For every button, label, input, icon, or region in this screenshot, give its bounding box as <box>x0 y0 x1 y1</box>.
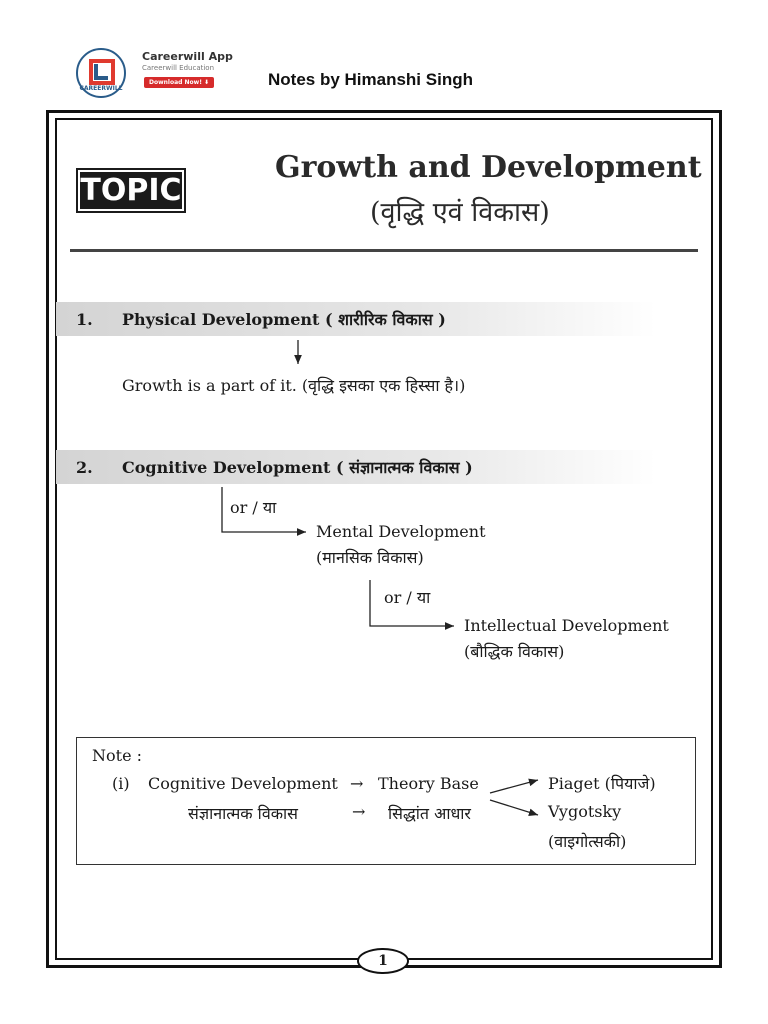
section-2-number: 2. <box>76 458 93 477</box>
or-label-2: or / या <box>384 588 431 607</box>
mental-development: Mental Development <box>316 522 486 541</box>
note-theory-hindi: सिद्धांत आधार <box>388 804 471 823</box>
note-item-number: (i) <box>112 774 130 793</box>
note-vygotsky: Vygotsky <box>548 802 622 821</box>
intellectual-development-hindi: (बौद्धिक विकास) <box>464 642 565 661</box>
page-number: 1 <box>357 948 409 974</box>
section-1-number: 1. <box>76 310 93 329</box>
app-name: Careerwill App <box>142 50 233 63</box>
note-arrow-1: → <box>350 774 364 793</box>
mental-development-hindi: (मानसिक विकास) <box>316 548 424 567</box>
note-vygotsky-hindi: (वाइगोत्सकी) <box>548 832 627 851</box>
page-title-hindi: (वृद्धि एवं विकास) <box>370 197 550 228</box>
logo-text: CAREERWILL <box>79 85 123 92</box>
section-2-heading: Cognitive Development ( संज्ञानात्मक विकास ) <box>122 458 473 477</box>
note-theory: Theory Base <box>378 774 479 793</box>
note-heading: Note : <box>92 746 143 765</box>
download-label: Download Now! <box>149 79 202 86</box>
notes-author: Notes by Himanshi Singh <box>268 70 473 89</box>
or-label-1: or / या <box>230 498 277 517</box>
topic-badge: TOPIC <box>76 168 186 213</box>
section-1-heading: Physical Development ( शारीरिक विकास ) <box>122 310 446 329</box>
intellectual-development: Intellectual Development <box>464 616 669 635</box>
note-piaget: Piaget (पियाजे) <box>548 774 656 793</box>
app-subtitle: Careerwill Education <box>142 64 215 72</box>
download-arrow-icon: ⬇ <box>204 79 210 86</box>
note-arrow-2: → <box>352 802 366 821</box>
note-cognitive: Cognitive Development <box>148 774 338 793</box>
section-1-text: Growth is a part of it. (वृद्धि इसका एक हिस्सा है।) <box>122 376 466 395</box>
page-title: Growth and Development <box>275 150 702 185</box>
note-cognitive-hindi: संज्ञानात्मक विकास <box>188 804 298 823</box>
